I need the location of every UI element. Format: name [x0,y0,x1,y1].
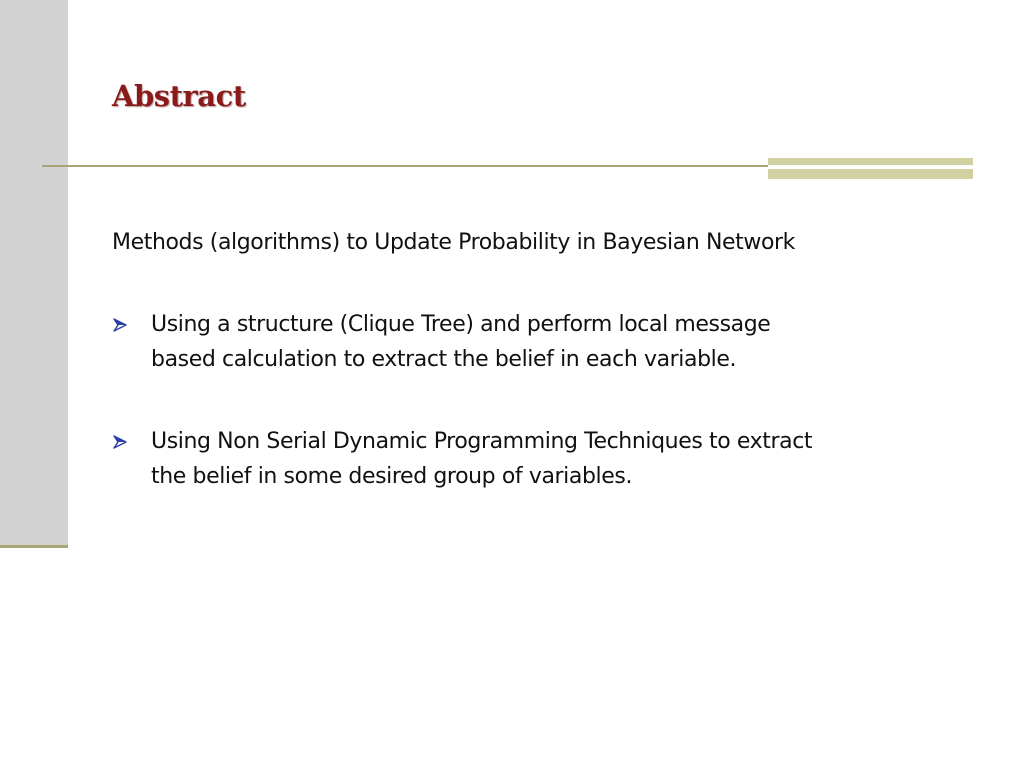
intro-text: Methods (algorithms) to Update Probability in Bayesian Network [112,230,796,255]
bullet-item [112,424,972,494]
left-side-bar-bottom-rule [0,545,68,548]
arrow-bullet-icon [113,424,129,459]
slide-content [112,225,972,541]
title-divider-accent-gap [768,165,973,169]
bullet-item [112,307,972,377]
bullet-line: the belief in some desired group of variables. [151,464,633,489]
bullet-line: Using a structure (Clique Tree) and perform local message [151,312,771,337]
title-divider [42,165,770,167]
arrow-bullet-icon [113,307,129,342]
slide-title: Abstract [112,79,246,113]
bullet-line: Using Non Serial Dynamic Programming Techniques to extract [151,429,813,454]
left-side-bar [0,0,68,545]
bullet-list [112,307,972,494]
bullet-line: based calculation to extract the belief in each variable. [151,347,737,372]
